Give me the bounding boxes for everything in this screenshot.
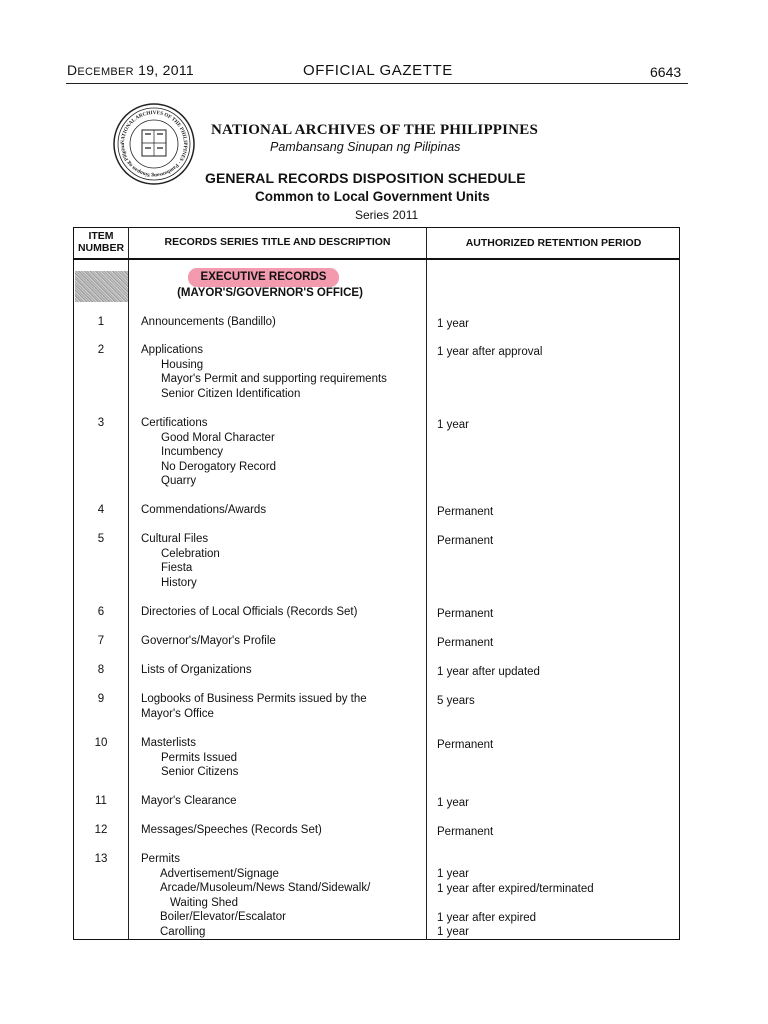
section-subtitle: (MAYOR'S/GOVERNOR'S OFFICE) [177,287,363,299]
item-number: 7 [97,635,105,647]
table-header-rule [73,258,680,260]
item-number: 3 [97,417,105,429]
record-series-subitem: Senior Citizen Identification [161,387,301,400]
item-number: 10 [94,737,108,749]
item-number: 1 [97,316,105,328]
retention-period: Permanent [437,637,494,649]
header-rule [66,83,688,84]
retention-period: Permanent [437,535,494,547]
record-series-subitem: Fiesta [161,562,193,575]
record-series-title: Commendations/Awards [141,504,267,516]
record-series-title: Messages/Speeches (Records Set) [141,824,322,836]
retention-period: 1 year [437,926,469,938]
agency-subtitle: Pambansang Sinupan ng Pilipinas [270,140,461,154]
column-header-item-line2: NUMBER [77,242,125,254]
record-series-subitem: Mayor's Permit and supporting requirements [161,373,387,386]
retention-period: Permanent [437,608,494,620]
record-series-title: Certifications [141,417,208,429]
page-number: 6643 [650,64,682,80]
retention-period: 1 year [437,868,469,880]
record-series-title-cont: Mayor's Office [141,707,214,720]
item-number: 4 [97,504,105,516]
item-number: 8 [97,664,105,676]
retention-period: 1 year after approval [437,346,543,358]
record-series-subitem: History [161,576,197,589]
record-series-subitem: Carolling [160,926,206,938]
record-series-title: Lists of Organizations [141,664,252,676]
record-series-title: Governor's/Mayor's Profile [141,635,276,647]
item-number: 5 [97,533,105,545]
record-series-title: Logbooks of Business Permits issued by the [141,693,367,705]
document-subtitle: Common to Local Government Units [255,189,490,204]
record-series-title: Cultural Files [141,533,209,545]
record-series-subitem: Advertisement/Signage [160,867,279,880]
record-series-subitem: Good Moral Character [161,431,275,444]
record-series-title: Mayor's Clearance [141,795,237,807]
record-series-subitem: Incumbency [161,446,224,459]
column-header-item-line1: ITEM [88,230,114,242]
section-title: EXECUTIVE RECORDS [200,271,327,283]
retention-period: 1 year after expired/terminated [437,883,594,895]
record-series-subitem: Celebration [161,547,220,560]
record-series-title: Applications [141,344,204,356]
document-title: GENERAL RECORDS DISPOSITION SCHEDULE [205,170,526,186]
item-number: 12 [94,824,108,836]
retention-period: Permanent [437,506,494,518]
item-number: 2 [97,344,105,356]
item-number: 13 [94,853,108,865]
retention-period: 1 year [437,797,469,809]
retention-period: 1 year [437,318,469,330]
agency-name: NATIONAL ARCHIVES OF THE PHILIPPINES [211,122,538,138]
national-archives-seal [112,102,196,186]
series-label: Series 2011 [355,208,419,222]
retention-period: 1 year after updated [437,666,540,678]
retention-period: 1 year [437,419,469,431]
record-series-title: Masterlists [141,737,196,749]
record-series-subitem: Permits Issued [161,751,238,764]
column-divider-item [128,227,129,940]
item-number: 9 [97,693,105,705]
record-series-subitem: Boiler/Elevator/Escalator [160,911,286,924]
record-series-subitem: Senior Citizens [161,766,239,779]
column-divider-retention [426,227,427,940]
record-series-title: Permits [141,853,180,865]
column-header-retention: AUTHORIZED RETENTION PERIOD [465,237,642,249]
gazette-title: OFFICIAL GAZETTE [303,62,453,79]
item-number: 11 [95,795,107,807]
record-series-title: Directories of Local Officials (Records Set) [141,606,358,618]
retention-period: Permanent [437,739,494,751]
scan-stamp-mark [75,271,128,302]
gazette-date: DECEMBER 19, 2011 [67,62,194,78]
retention-period: Permanent [437,826,494,838]
record-series-title: Announcements (Bandillo) [141,316,276,328]
column-header-description: RECORDS SERIES TITLE AND DESCRIPTION [164,236,391,248]
svg-text:NATIONAL ARCHIVES OF THE PHILI: NATIONAL ARCHIVES OF THE PHILIPPINES · Pambansang Sinupan ng Pilipina [119,109,189,179]
record-series-subitem: Waiting Shed [170,896,238,909]
record-series-subitem: Housing [161,358,204,371]
item-number: 6 [97,606,105,618]
record-series-subitem: No Derogatory Record [161,460,277,473]
retention-period: 1 year after expired [437,912,537,924]
record-series-subitem: Arcade/Musoleum/News Stand/Sidewalk/ [160,882,371,895]
retention-period: 5 years [437,695,475,707]
column-header-item [74,230,128,254]
record-series-subitem: Quarry [161,475,197,488]
